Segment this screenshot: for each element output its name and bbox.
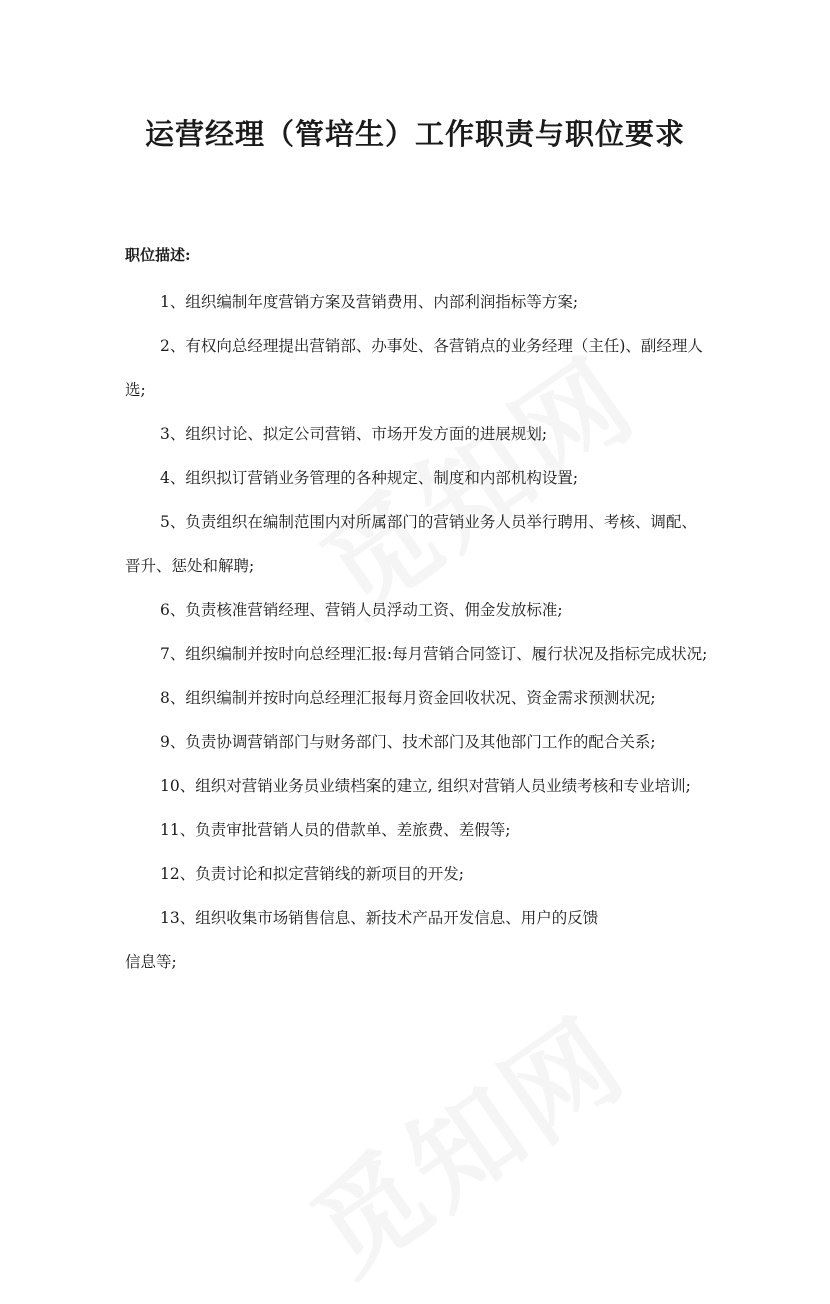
list-item bbox=[125, 588, 710, 632]
list-item bbox=[125, 808, 710, 852]
section-label: 职位描述: bbox=[125, 246, 191, 264]
list-item bbox=[125, 456, 710, 500]
page-title: 运营经理（管培生）工作职责与职位要求 bbox=[144, 117, 685, 151]
list-item bbox=[125, 280, 710, 324]
duty-text: 5、负责组织在编制范围内对所属部门的营销业务人员举行聘用、考核、调配、晋升、惩处和解聘; bbox=[125, 513, 697, 575]
duty-text: 2、有权向总经理提出营销部、办事处、各营销点的业务经理（主任)、副经理人选; bbox=[125, 337, 703, 399]
duty-text: 11、负责审批营销人员的借款单、差旅费、差假等; bbox=[160, 821, 511, 839]
duty-text: 10、组织对营销业务员业绩档案的建立, 组织对营销人员业绩考核和专业培训; bbox=[160, 777, 691, 795]
list-item bbox=[125, 412, 710, 456]
list-item bbox=[125, 632, 710, 676]
list-item bbox=[125, 720, 710, 764]
duty-list bbox=[125, 280, 710, 984]
duty-text: 13、组织收集市场销售信息、新技术产品开发信息、用户的反馈 bbox=[160, 909, 599, 927]
duty-text: 7、组织编制并按时向总经理汇报:每月营销合同签订、履行状况及指标完成状况; bbox=[160, 645, 708, 663]
watermark bbox=[276, 974, 652, 1303]
list-item bbox=[125, 500, 710, 588]
duty-text: 9、负责协调营销部门与财务部门、技术部门及其他部门工作的配合关系; bbox=[160, 733, 656, 751]
duty-text: 12、负责讨论和拟定营销线的新项目的开发; bbox=[160, 865, 464, 883]
list-item bbox=[125, 852, 710, 896]
duty-text: 8、组织编制并按时向总经理汇报每月资金回收状况、资金需求预测状况; bbox=[160, 689, 656, 707]
list-item bbox=[125, 764, 710, 808]
list-item bbox=[125, 896, 710, 984]
duty-text-continued: 信息等; bbox=[125, 953, 177, 971]
duty-text: 4、组织拟订营销业务管理的各种规定、制度和内部机构设置; bbox=[160, 469, 579, 487]
duty-text: 3、组织讨论、拟定公司营销、市场开发方面的进展规划; bbox=[160, 425, 548, 443]
list-item bbox=[125, 676, 710, 720]
list-item bbox=[125, 324, 710, 412]
duty-text: 1、组织编制年度营销方案及营销费用、内部利润指标等方案; bbox=[160, 293, 579, 311]
duty-text: 6、负责核准营销经理、营销人员浮动工资、佣金发放标准; bbox=[160, 601, 563, 619]
